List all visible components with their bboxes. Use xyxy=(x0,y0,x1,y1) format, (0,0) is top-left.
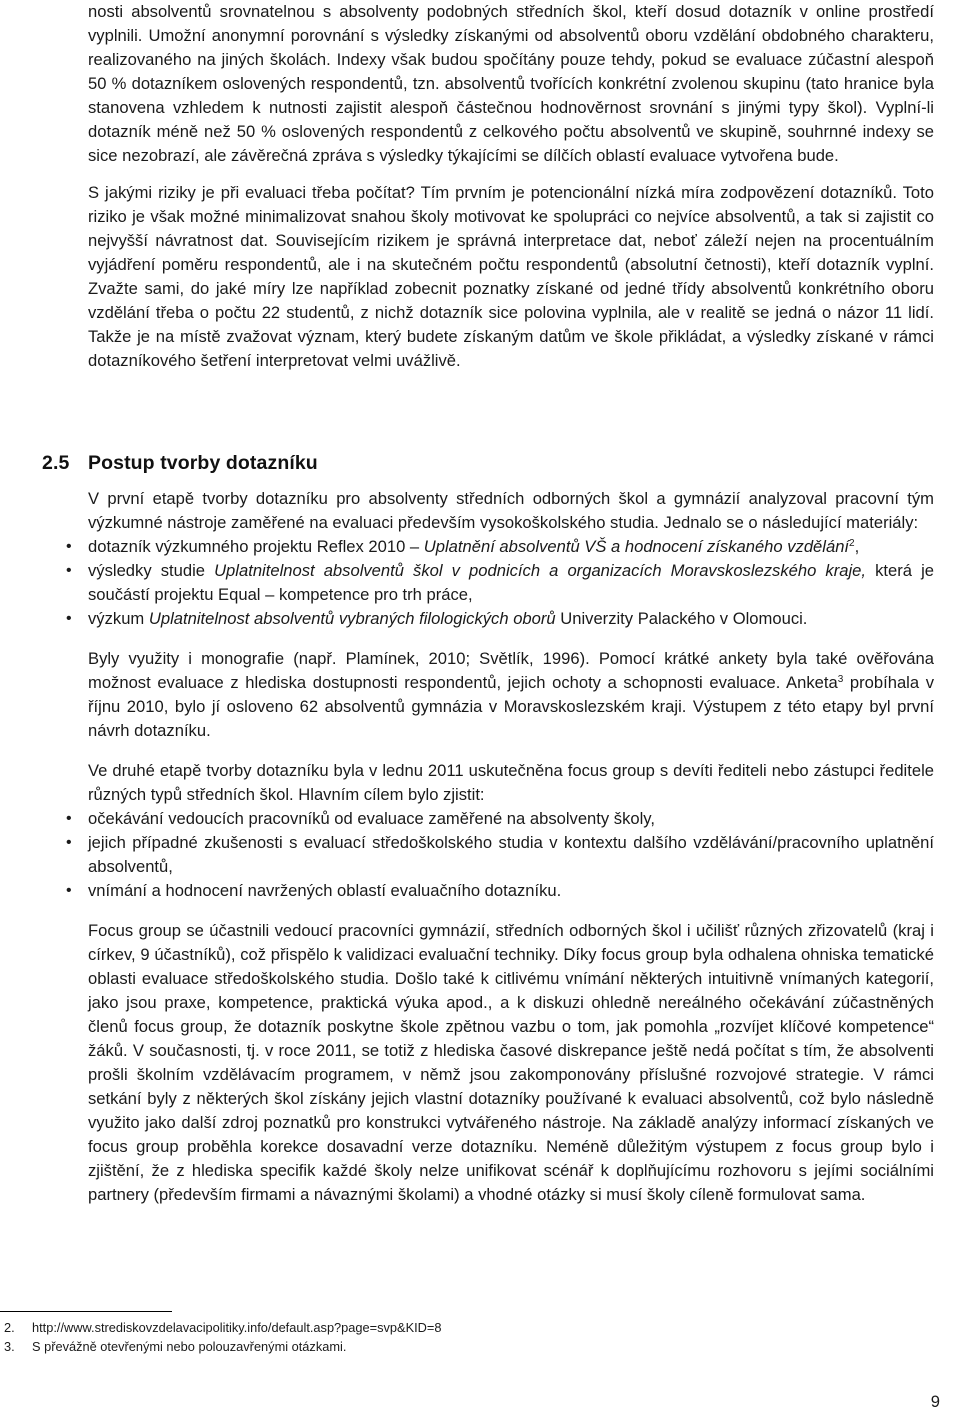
intro-text xyxy=(88,0,934,373)
list-item: • vnímání a hodnocení navržených oblastí evaluačního dotazníku. xyxy=(88,879,934,903)
stage2-paragraph-2: Focus group se účastnili vedoucí pracovníci gymnázií, středních odborných škol i učilišť různých zřizovatelů (kraj i církev, 9 účastníků), což přispělo k validizaci evaluační techniky. Díky focus group byla odhalena ohniska tematické oblasti evaluace středoškolského studia. Došlo také k citlivému vnímání některých intuitivně vnímaných kategorií, jako jsou praxe, kompetence, praktická výuka apod., a k diskuzi ohledně nereálného očekávání zúčastněných členů focus group, že dotazník poskytne škole zpětnou vazbu o tom, jak pomohla „rozvíjet klíčové kompetence“ žáků. V současnosti, tj. v roce 2011, se totiž z hlediska časové diskrepance ještě nedá počítat s tím, že absolventi prošli školním vzdělávacím programem, v němž jsou zakomponovány příslušné rozvojové strategie. V rámci setkání byly z některých škol získány jejich vlastní dotazníky používané k evaluaci absolventů, což bylo následně využito jako další zdroj poznatků pro konstrukci vytvářeného nástroje. Na základě analýzy informací získaných ve focus group proběhla korekce dosavadní verze dotazníku. Neméně důležitým výstupem z focus group bylo i zjištění, že z hlediska specifik každé školy nelze unifikovat scénář k doplňujícímu rozhovoru s jejími sociálními partnery (především firmami a návaznými školami) a vhodné otázky si musí školy cíleně formulovat sama. xyxy=(88,921,934,1204)
footnotes xyxy=(0,1318,700,1356)
footnote-item xyxy=(0,1318,700,1337)
section-number: 2.5 xyxy=(42,452,70,474)
footnote-item xyxy=(0,1337,700,1356)
footnote-text: S převážně otevřenými nebo polouzavřenými otázkami. xyxy=(32,1339,347,1354)
list-item: • očekávání vedoucích pracovníků od evaluace zaměřené na absolventy školy, xyxy=(88,807,934,831)
stage1-intro: V první etapě tvorby dotazníku pro absolventy středních odborných škol a gymnázií analyzoval pracovní tým výzkumné nástroje zaměřené na evaluaci především vysokoškolského studia. Jednalo se o následující materiály: xyxy=(88,489,934,532)
list-item: • dotazník výzkumného projektu Reflex 2010 – Uplatnění absolventů VŠ a hodnocení získaného vzdělání$^2$, xyxy=(88,535,934,559)
stage1-list xyxy=(88,535,934,631)
section-title: Postup tvorby dotazníku xyxy=(88,452,318,474)
stage2-list xyxy=(88,807,934,903)
section-heading xyxy=(42,452,318,475)
stage1-paragraph-2: Byly využity i monografie (např. Plamínek, 2010; Světlík, 1996). Pomocí krátké ankety byla také ověřována možnost evaluace z hlediska dostupnosti respondentů, jejich ochoty a schopnosti evaluace. Anketa$^3$ probíhala v říjnu 2010, bylo jí osloveno 62 absolventů gymnázia v Moravskoslezském kraji. Výstupem z této etapy byl první návrh dotazníku. xyxy=(88,649,934,740)
footnote-number: 3. xyxy=(4,1339,15,1354)
list-item: • jejich případné zkušenosti s evaluací středoškolského studia v kontextu dalšího vzdělávání/pracovního uplatnění absolventů, xyxy=(88,831,934,879)
stage2-intro: Ve druhé etapě tvorby dotazníku byla v lednu 2011 uskutečněna focus group s devíti řediteli nebo zástupci ředitele různých typů středních škol. Hlavním cílem bylo zjistit: xyxy=(88,761,934,804)
intro-paragraph-1: nosti absolventů srovnatelnou s absolventy podobných středních škol, kteří dosud dotazník v online prostředí vyplnili. Umožní anonymní porovnání s výsledky získanými od absolventů oboru vzdělání obdobného charakteru, realizovaného na jiných školách. Indexy však budou spočítány pouze tehdy, pokud se evaluace zúčastní alespoň 50 % dotazníkem oslovených respondentů, tzn. absolventů tvořících konkrétní zvolenou skupinu (tato hranice byla stanovena vzhledem k nutnosti zajistit alespoň částečnou hodnověrnost srovnání s jinými typy škol). Vyplní-li dotazník méně než 50 % oslovených respondentů z celkového počtu absolventů ve skupině, souhrnné indexy se sice nezobrazí, ale závěrečná zpráva s výsledky týkajícími se dílčích oblastí evaluace vytvořena bude. xyxy=(88,2,934,165)
footnote-number: 2. xyxy=(4,1320,15,1335)
page-number: 9 xyxy=(930,1392,940,1411)
footnote-divider xyxy=(0,1311,172,1312)
footnote-link[interactable]: http://www.strediskovzdelavacipolitiky.info/default.asp?page=svp&KID=8 xyxy=(32,1320,442,1335)
list-item: • výzkum Uplatnitelnost absolventů vybraných filologických oborů Univerzity Palackého v Olomouci. xyxy=(88,607,934,631)
intro-paragraph-2: S jakými riziky je při evaluaci třeba počítat? Tím prvním je potencionální nízká míra zodpovězení dotazníků. Toto riziko je však možné minimalizovat snahou školy motivovat ke spolupráci co nejvíce absolventů, a tak si zajistit co nejvyšší návratnost dat. Souvisejícím rizikem je správná interpretace dat, neboť záleží nejen na procentuálním vyjádření poměru respondentů, ale i na skutečném počtu respondentů (absolutní četnosti), kteří dotazník vyplní. Zvažte sami, do jaké míry lze například zobecnit poznatky získané od jedné třídy absolventů konkrétního oboru vzdělání třeba o počtu 22 studentů, z nichž dotazník sice polovina vyplnila, ale v realitě se jedná o názor 11 lidí. Takže je na místě zvažovat význam, který budete získaným datům ve škole přikládat, a výsledky získané v rámci dotazníkového šetření interpretovat velmi uvážlivě. xyxy=(88,183,934,370)
section-body xyxy=(88,487,934,1207)
list-item: • výsledky studie Uplatnitelnost absolventů škol v podnicích a organizacích Moravskoslezského kraje, která je součástí projektu Equal – kompetence pro trh práce, xyxy=(88,559,934,607)
